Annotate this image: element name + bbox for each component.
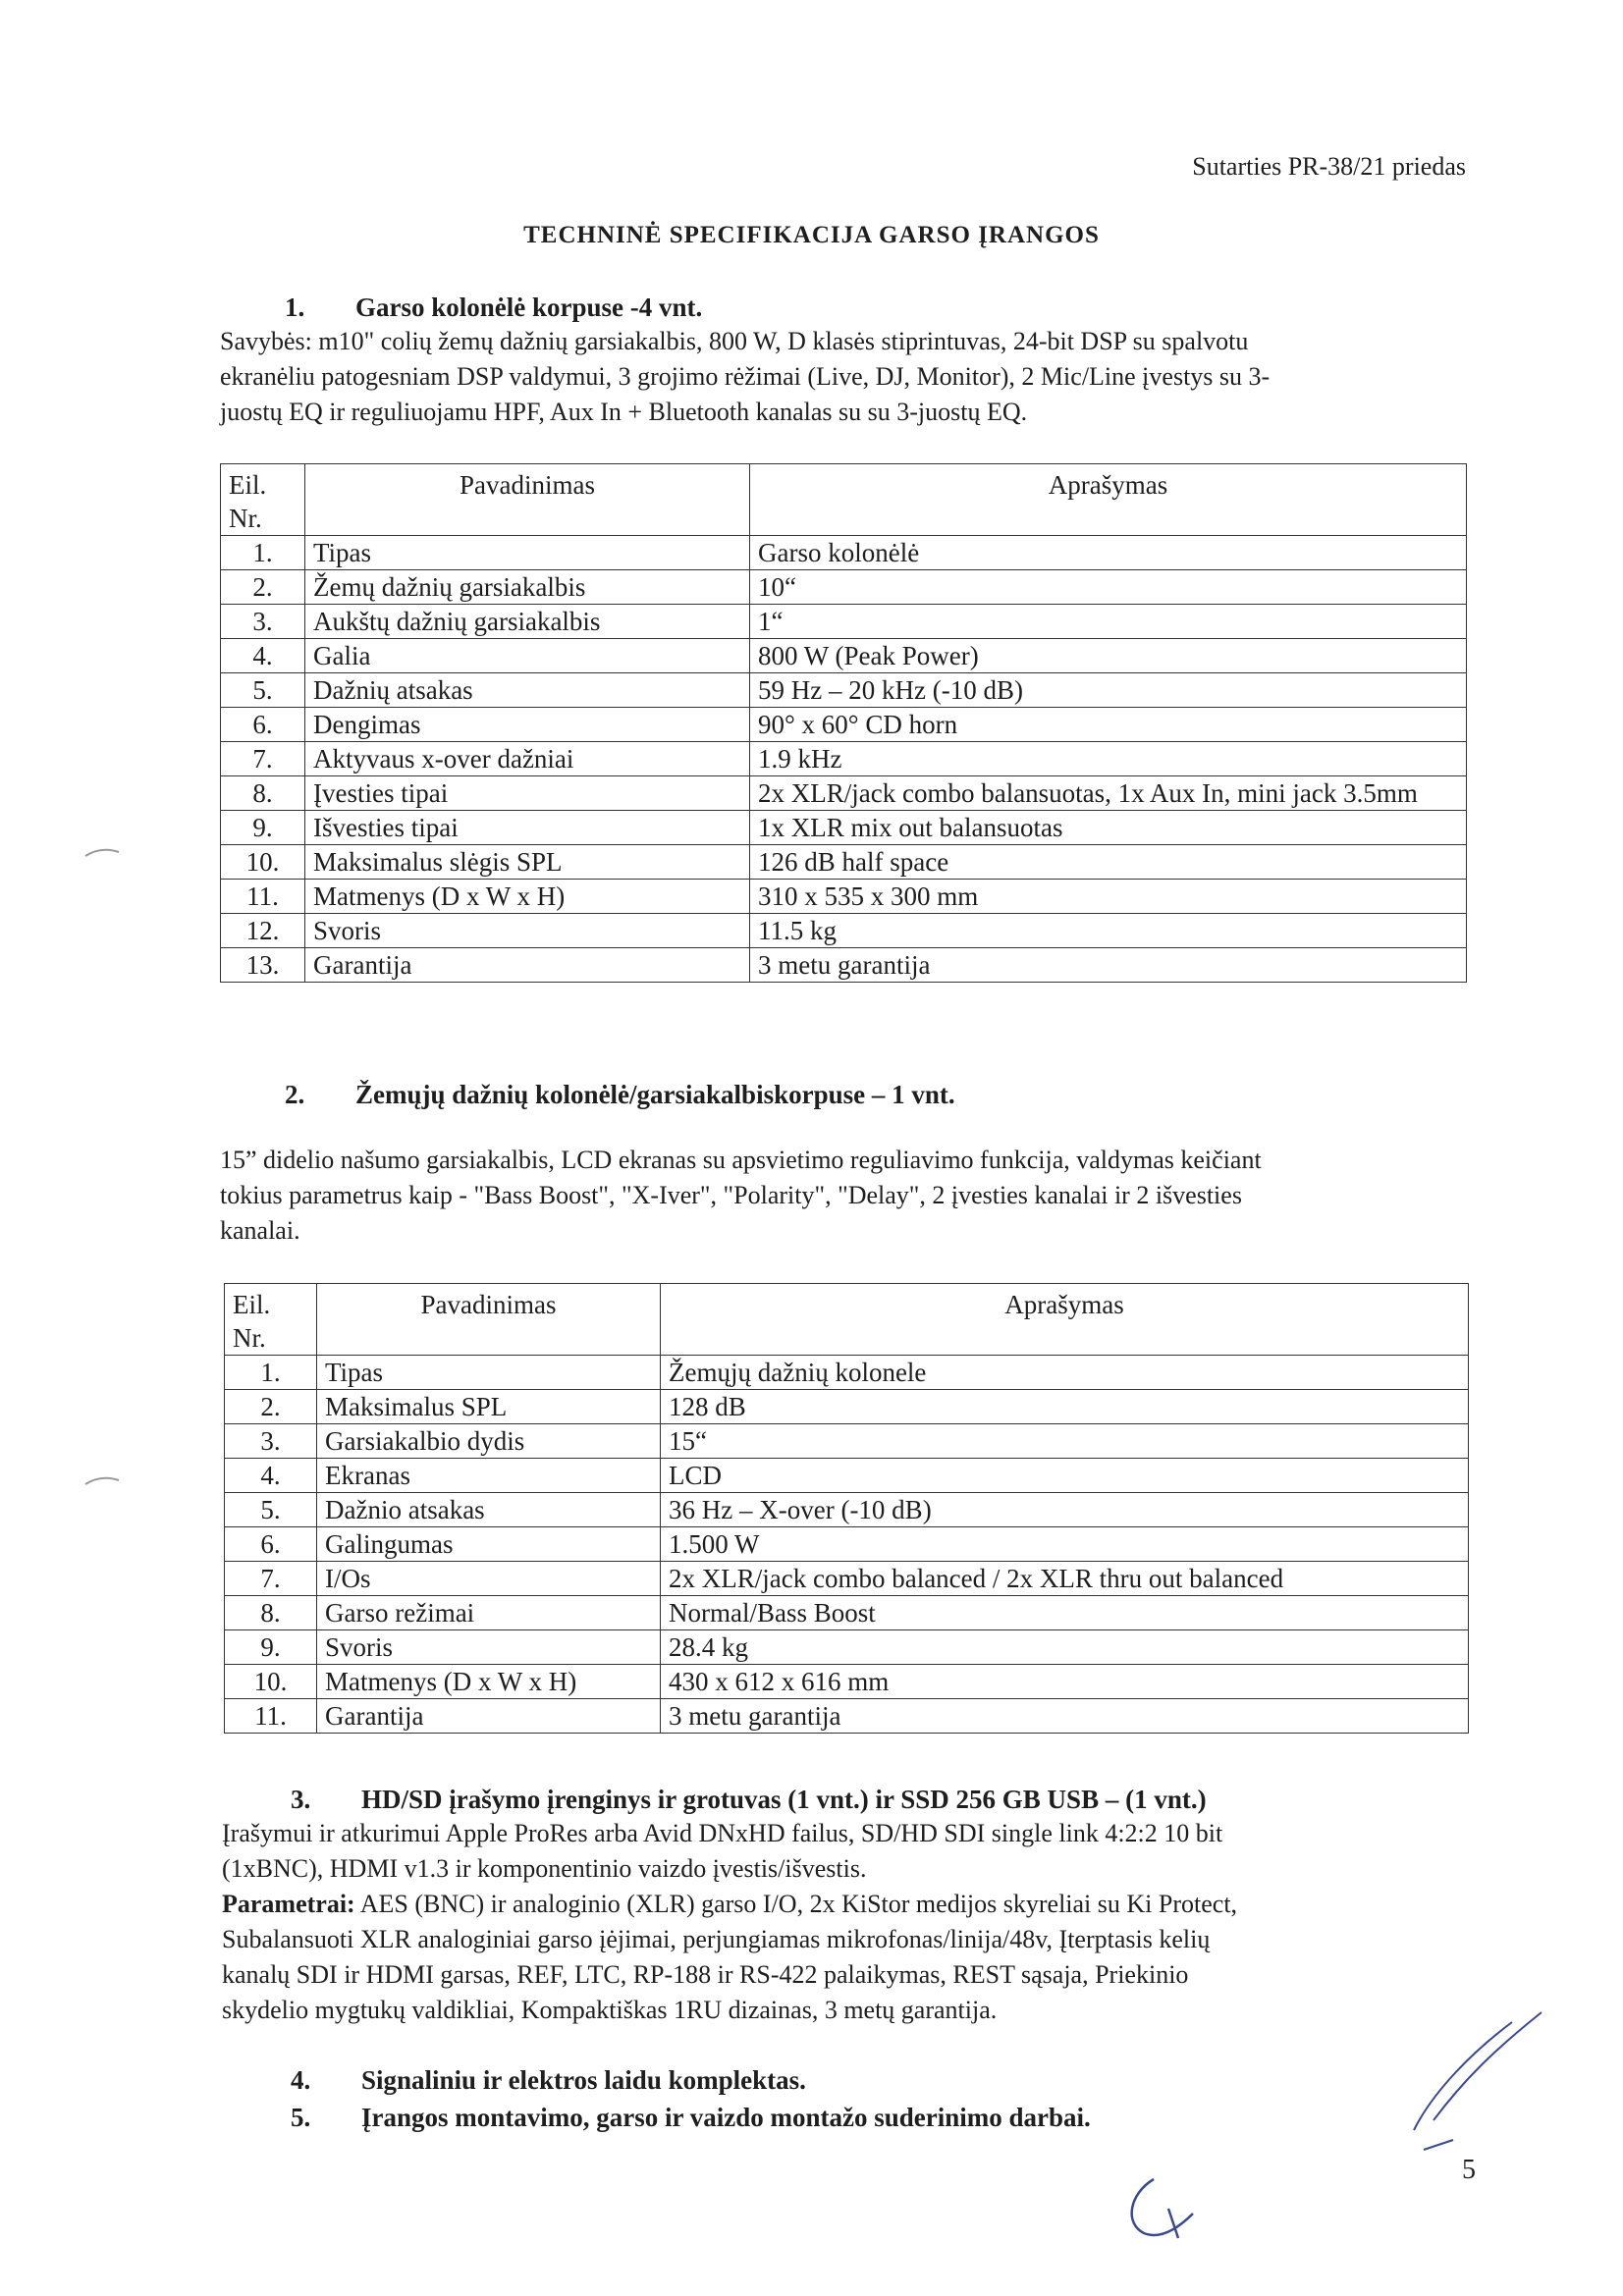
header-line: Nr. <box>229 504 262 533</box>
text-line: juostų EQ ir reguliuojamu HPF, Aux In + Bluetooth kanalas su su 3-juostų EQ. <box>220 398 1028 426</box>
section-title: Įrangos montavimo, garso ir vaizdo montažo suderinimo darbai. <box>361 2103 1091 2132</box>
section-5-heading <box>291 2103 1091 2133</box>
row-name: Matmenys (D x W x H) <box>317 1665 661 1699</box>
table-row <box>225 1459 1469 1493</box>
row-name: Dažnio atsakas <box>317 1493 661 1527</box>
table-row <box>225 1424 1469 1459</box>
text-line: Subalansuoti XLR analoginiai garso įėjimai, perjungiamas mikrofonas/linija/48v, Įterptasis kelių <box>222 1925 1211 1953</box>
row-name: Išvesties tipai <box>305 811 750 845</box>
row-name: Aukštų dažnių garsiakalbis <box>305 605 750 639</box>
section-number: 2. <box>285 1080 305 1109</box>
table-row <box>221 845 1467 880</box>
row-description: 800 W (Peak Power) <box>750 639 1467 673</box>
text-line: tokius parametrus kaip - "Bass Boost", "X-Iver", "Polarity", "Delay", 2 įvesties kanalai ir 2 išvesties <box>220 1181 1242 1209</box>
table-row <box>221 948 1467 983</box>
table-row <box>221 708 1467 742</box>
initials-signature <box>1109 2164 1217 2253</box>
row-name: Svoris <box>305 914 750 948</box>
spec-table-1 <box>220 463 1467 983</box>
table-row <box>225 1562 1469 1596</box>
row-name: Matmenys (D x W x H) <box>305 880 750 914</box>
header-line: Eil. <box>233 1290 271 1319</box>
column-header-nr <box>225 1284 317 1356</box>
row-name: Dengimas <box>305 708 750 742</box>
row-description: 15“ <box>661 1424 1469 1459</box>
section-2-heading <box>285 1080 955 1110</box>
text-line: skydelio mygtukų valdikliai, Kompaktiškas 1RU dizainas, 3 metų garantija. <box>222 1996 998 2024</box>
spec-table-2 <box>224 1283 1469 1734</box>
table-row <box>225 1493 1469 1527</box>
table-row <box>221 880 1467 914</box>
row-name: Maksimalus SPL <box>317 1390 661 1424</box>
header-line: Eil. <box>229 470 267 500</box>
row-name: Garantija <box>317 1699 661 1734</box>
row-name: Dažnių atsakas <box>305 673 750 708</box>
table-row <box>221 570 1467 605</box>
table-row <box>225 1596 1469 1630</box>
table-row <box>221 776 1467 811</box>
row-description: 3 metu garantija <box>750 948 1467 983</box>
document-reference: Sutarties PR-38/21 priedas <box>1192 152 1466 181</box>
row-number: 8. <box>225 1596 317 1630</box>
table-row <box>225 1356 1469 1390</box>
row-description: 10“ <box>750 570 1467 605</box>
section-title: Signaliniu ir elektros laidu komplektas. <box>361 2065 806 2095</box>
row-description: 310 x 535 x 300 mm <box>750 880 1467 914</box>
section-title: Garso kolonėlė korpuse -4 vnt. <box>355 293 703 322</box>
row-number: 10. <box>221 845 305 880</box>
section-2-description <box>220 1143 1487 1249</box>
row-number: 5. <box>221 673 305 708</box>
table-header-row <box>225 1284 1469 1356</box>
scan-mark <box>83 844 123 864</box>
row-name: Galingumas <box>317 1527 661 1562</box>
row-number: 1. <box>225 1356 317 1390</box>
section-3-heading <box>291 1785 1207 1815</box>
row-name: Garsiakalbio dydis <box>317 1424 661 1459</box>
row-description: 1“ <box>750 605 1467 639</box>
table-row <box>221 914 1467 948</box>
text-line: kanalai. <box>220 1216 300 1245</box>
row-name: Svoris <box>317 1630 661 1665</box>
row-description: 11.5 kg <box>750 914 1467 948</box>
section-3-description <box>222 1816 1498 2028</box>
row-name: Aktyvaus x-over dažniai <box>305 742 750 776</box>
row-name: Garso režimai <box>317 1596 661 1630</box>
table-row <box>225 1699 1469 1734</box>
section-1-heading <box>285 293 702 323</box>
text-line: (1xBNC), HDMI v1.3 ir komponentinio vaizdo įvestis/išvestis. <box>222 1854 867 1883</box>
table-row <box>221 673 1467 708</box>
row-number: 3. <box>225 1424 317 1459</box>
column-header-nr <box>221 464 305 536</box>
row-description: 1.500 W <box>661 1527 1469 1562</box>
scan-mark <box>83 1472 123 1492</box>
row-description: 36 Hz – X-over (-10 dB) <box>661 1493 1469 1527</box>
row-name: Maksimalus slėgis SPL <box>305 845 750 880</box>
text-line: ekranėliu patogesniam DSP valdymui, 3 grojimo rėžimai (Live, DJ, Monitor), 2 Mic/Line įvestys su 3- <box>220 362 1271 391</box>
table-row <box>225 1527 1469 1562</box>
row-description: 430 x 612 x 616 mm <box>661 1665 1469 1699</box>
row-number: 7. <box>221 742 305 776</box>
column-header-description: Aprašymas <box>750 464 1467 536</box>
section-title: HD/SD įrašymo įrenginys ir grotuvas (1 vnt.) ir SSD 256 GB USB – (1 vnt.) <box>361 1785 1207 1814</box>
table-header-row <box>221 464 1467 536</box>
row-description: 59 Hz – 20 kHz (-10 dB) <box>750 673 1467 708</box>
section-1-description <box>220 324 1487 430</box>
section-number: 1. <box>285 293 305 322</box>
row-number: 4. <box>221 639 305 673</box>
row-description: Žemųjų dažnių kolonele <box>661 1356 1469 1390</box>
row-number: 13. <box>221 948 305 983</box>
row-description: 90° x 60° CD horn <box>750 708 1467 742</box>
row-description: 126 dB half space <box>750 845 1467 880</box>
params-line <box>222 1887 1498 1922</box>
document-title: TECHNINĖ SPECIFIKACIJA GARSO ĮRANGOS <box>523 222 1100 248</box>
row-number: 6. <box>225 1527 317 1562</box>
row-description: Garso kolonėlė <box>750 536 1467 570</box>
row-description: 128 dB <box>661 1390 1469 1424</box>
row-name: Tipas <box>317 1356 661 1390</box>
section-number: 3. <box>291 1785 311 1814</box>
row-name: Tipas <box>305 536 750 570</box>
row-number: 10. <box>225 1665 317 1699</box>
table-row <box>221 605 1467 639</box>
row-number: 2. <box>221 570 305 605</box>
row-description: 1.9 kHz <box>750 742 1467 776</box>
table-row <box>221 742 1467 776</box>
row-name: Garantija <box>305 948 750 983</box>
column-header-name: Pavadinimas <box>317 1284 661 1356</box>
params-text: AES (BNC) ir analoginio (XLR) garso I/O, 2x KiStor medijos skyreliai su Ki Protect, <box>354 1890 1238 1918</box>
row-number: 5. <box>225 1493 317 1527</box>
row-description: 28.4 kg <box>661 1630 1469 1665</box>
table-row <box>225 1630 1469 1665</box>
section-number: 5. <box>291 2103 311 2132</box>
row-number: 3. <box>221 605 305 639</box>
column-header-description: Aprašymas <box>661 1284 1469 1356</box>
row-description: 2x XLR/jack combo balansuotas, 1x Aux In, mini jack 3.5mm <box>750 776 1467 811</box>
row-description: LCD <box>661 1459 1469 1493</box>
table-row <box>225 1390 1469 1424</box>
header-line: Nr. <box>233 1323 266 1353</box>
row-number: 12. <box>221 914 305 948</box>
row-number: 1. <box>221 536 305 570</box>
column-header-name: Pavadinimas <box>305 464 750 536</box>
row-number: 8. <box>221 776 305 811</box>
section-number: 4. <box>291 2065 311 2095</box>
row-number: 6. <box>221 708 305 742</box>
row-number: 9. <box>225 1630 317 1665</box>
text-line: Savybės: m10" colių žemų dažnių garsiakalbis, 800 W, D klasės stiprintuvas, 24-bit DSP su spalvotu <box>220 327 1249 355</box>
table-row <box>225 1665 1469 1699</box>
row-number: 7. <box>225 1562 317 1596</box>
row-description: 3 metu garantija <box>661 1699 1469 1734</box>
table-row <box>221 536 1467 570</box>
table-row <box>221 639 1467 673</box>
text-line: Įrašymui ir atkurimui Apple ProRes arba Avid DNxHD failus, SD/HD SDI single link 4:2:2 10 bit <box>222 1819 1223 1847</box>
section-4-heading <box>291 2065 806 2096</box>
table-row <box>221 811 1467 845</box>
row-name: Galia <box>305 639 750 673</box>
section-title: Žemųjų dažnių kolonėlė/garsiakalbiskorpuse – 1 vnt. <box>355 1080 955 1109</box>
row-name: Žemų dažnių garsiakalbis <box>305 570 750 605</box>
params-label: Parametrai: <box>222 1890 355 1918</box>
row-name: Ekranas <box>317 1459 661 1493</box>
row-description: Normal/Bass Boost <box>661 1596 1469 1630</box>
row-name: Įvesties tipai <box>305 776 750 811</box>
signature-stroke <box>1394 2002 1571 2169</box>
text-line: kanalų SDI ir HDMI garsas, REF, LTC, RP-188 ir RS-422 palaikymas, REST sąsaja, Priekinio <box>222 1960 1189 1989</box>
row-description: 2x XLR/jack combo balanced / 2x XLR thru out balanced <box>661 1562 1469 1596</box>
row-number: 2. <box>225 1390 317 1424</box>
row-number: 9. <box>221 811 305 845</box>
row-description: 1x XLR mix out balansuotas <box>750 811 1467 845</box>
row-number: 4. <box>225 1459 317 1493</box>
row-number: 11. <box>225 1699 317 1734</box>
page-number: 5 <box>1462 2155 1476 2185</box>
row-number: 11. <box>221 880 305 914</box>
row-name: I/Os <box>317 1562 661 1596</box>
text-line: 15” didelio našumo garsiakalbis, LCD ekranas su apsvietimo reguliavimo funkcija, valdymas keičiant <box>220 1146 1262 1174</box>
